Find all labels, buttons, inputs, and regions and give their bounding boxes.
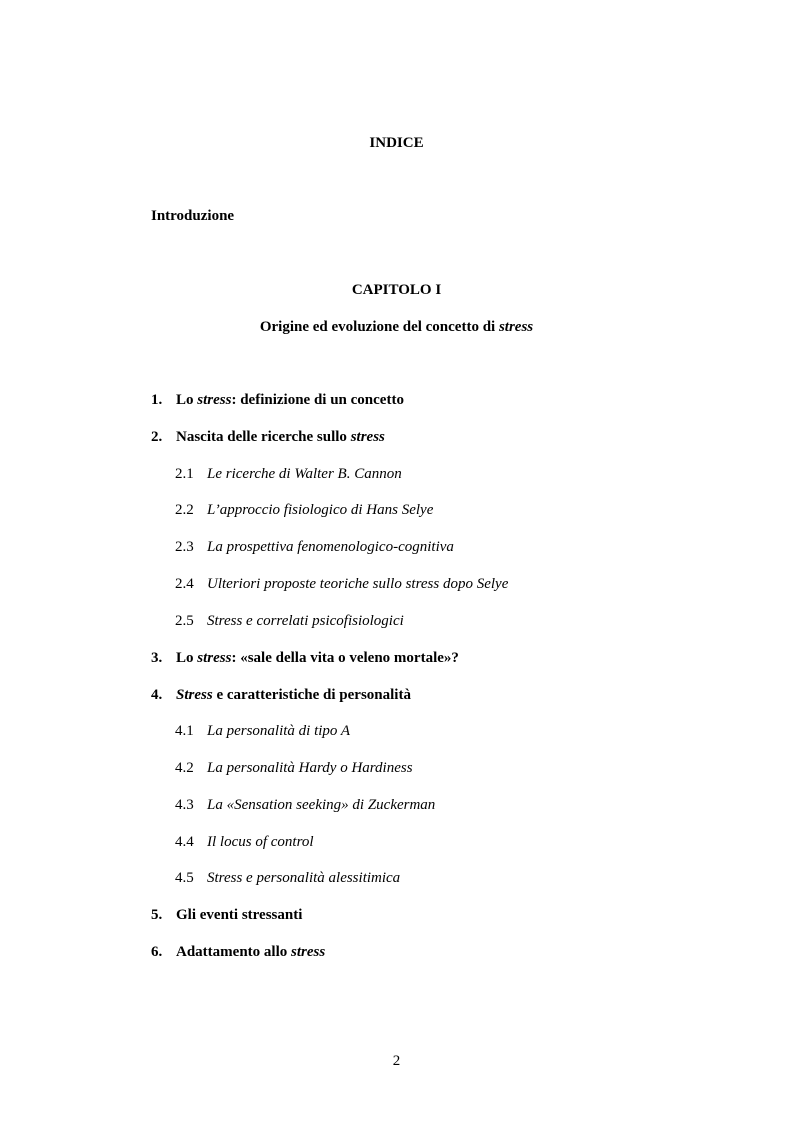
- toc-entry-text: : «sale della vita o veleno mortale»?: [231, 650, 459, 666]
- toc-subentry-label: Le ricerche di Walter B. Cannon: [207, 466, 402, 482]
- toc-entry-4-4[interactable]: [175, 835, 314, 850]
- toc-entry-text: Lo: [176, 650, 198, 666]
- toc-subentry-number: 2.4: [175, 576, 194, 592]
- toc-subentry-number: 2.5: [175, 613, 194, 629]
- toc-entry-italic: stress: [197, 392, 232, 408]
- toc-entry-text: Lo: [176, 392, 198, 408]
- toc-subentry-label: Stress e correlati psicofisiologici: [207, 613, 404, 629]
- toc-subentry-number: 2.3: [175, 539, 194, 555]
- toc-subentry-number: 4.1: [175, 723, 194, 739]
- toc-subentry-label: La personalità di tipo A: [207, 723, 351, 739]
- toc-subentry-number: 2.1: [175, 466, 194, 482]
- chapter-title: [0, 320, 793, 335]
- chapter-title-main: Origine ed evoluzione del concetto di: [259, 319, 499, 335]
- toc-entry-2-1[interactable]: [175, 467, 402, 482]
- toc-entry-4-1[interactable]: [175, 724, 350, 739]
- toc-entry-number: 1.: [151, 392, 163, 408]
- toc-subentry-label: La prospettiva fenomenologico-cognitiva: [207, 539, 454, 555]
- toc-entry-5[interactable]: [151, 908, 302, 923]
- toc-entry-2[interactable]: [151, 430, 385, 445]
- toc-entry-2-2[interactable]: [175, 503, 433, 518]
- toc-entry-italic: stress: [197, 650, 232, 666]
- toc-entry-2-3[interactable]: [175, 540, 454, 555]
- toc-entry-number: 3.: [151, 650, 163, 666]
- toc-subentry-number: 4.3: [175, 797, 194, 813]
- toc-subentry-label: La personalità Hardy o Hardiness: [207, 760, 413, 776]
- toc-entry-number: 6.: [151, 944, 163, 960]
- toc-entry-2-5[interactable]: [175, 614, 404, 629]
- toc-entry-text: e caratteristiche di personalità: [212, 687, 411, 703]
- toc-entry-2-4[interactable]: [175, 577, 508, 592]
- chapter-label: CAPITOLO I: [351, 282, 442, 298]
- index-heading: INDICE: [369, 135, 424, 151]
- toc-entry-4-3[interactable]: [175, 798, 435, 813]
- toc-entry-number: 4.: [151, 687, 163, 703]
- toc-entry-text: : definizione di un concetto: [231, 392, 404, 408]
- chapter-title-italic: stress: [498, 319, 534, 335]
- toc-entry-4-2[interactable]: [175, 761, 413, 776]
- toc-subentry-number: 4.2: [175, 760, 194, 776]
- toc-entry-4[interactable]: [151, 688, 411, 703]
- page-number: 2: [392, 1053, 401, 1069]
- toc-subentry-label: Il locus of control: [207, 834, 314, 850]
- introduction-entry[interactable]: Introduzione: [151, 208, 235, 224]
- toc-subentry-number: 4.5: [175, 870, 194, 886]
- toc-entry-6[interactable]: [151, 945, 325, 960]
- toc-subentry-number: 2.2: [175, 502, 194, 518]
- toc-entry-text: Gli eventi stressanti: [176, 907, 303, 923]
- toc-entry-number: 5.: [151, 907, 163, 923]
- toc-subentry-number: 4.4: [175, 834, 194, 850]
- toc-subentry-label: Ulteriori proposte teoriche sullo stress dopo Selye: [207, 576, 509, 592]
- toc-subentry-label: La «Sensation seeking» di Zuckerman: [207, 797, 436, 813]
- toc-entry-italic: stress: [291, 944, 326, 960]
- toc-entry-italic: stress: [350, 429, 385, 445]
- toc-entry-number: 2.: [151, 429, 163, 445]
- toc-entry-text: Adattamento allo: [176, 944, 291, 960]
- toc-subentry-label: Stress e personalità alessitimica: [207, 870, 401, 886]
- toc-entry-text: Nascita delle ricerche sullo: [176, 429, 351, 445]
- toc-entry-italic: Stress: [176, 687, 213, 703]
- toc-entry-3[interactable]: [151, 651, 459, 666]
- toc-subentry-label: L’approccio fisiologico di Hans Selye: [207, 502, 434, 518]
- toc-entry-1[interactable]: [151, 393, 404, 408]
- toc-entry-4-5[interactable]: [175, 871, 400, 886]
